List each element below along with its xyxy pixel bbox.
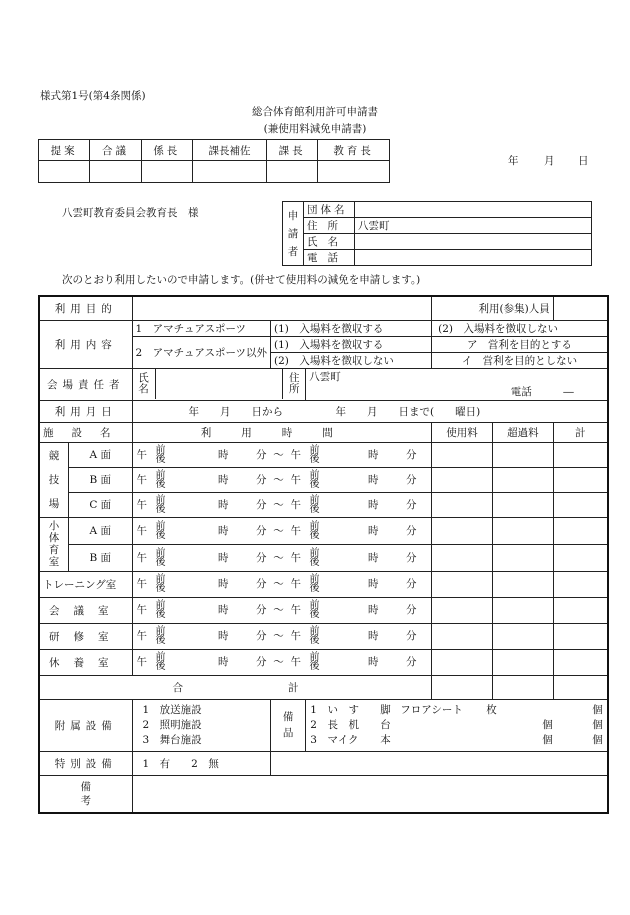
fee-field[interactable] <box>432 571 493 597</box>
total-field[interactable] <box>553 467 608 492</box>
approval-cell-label: 教育長 <box>318 140 390 161</box>
org-name-field[interactable] <box>355 202 592 218</box>
time-range-field[interactable]: 午 前 後 時 分 ～ 午 前 後 時 分 <box>132 571 432 597</box>
equipment-unit: 本 <box>380 733 391 746</box>
fee-option-nocharge-2[interactable]: (2) 入場料を徴収しない <box>271 352 432 368</box>
manager-name-label: 氏 名 <box>133 369 156 399</box>
excess-field[interactable] <box>492 442 553 467</box>
stamp-box[interactable] <box>141 161 192 183</box>
manager-addr-label: 住 所 <box>283 369 306 399</box>
fee-header: 使用料 <box>432 422 493 442</box>
date-year[interactable]: 年 <box>508 155 519 167</box>
equipment-list[interactable] <box>306 699 608 751</box>
purpose-label: 利用目的 <box>39 296 132 320</box>
addressee: 八雲町教育委員会教育長 様 <box>62 207 199 219</box>
rest-room-label: 休養室 <box>39 649 132 675</box>
fee-option-charge[interactable]: (1) 入場料を徴収する <box>271 320 432 336</box>
total-header: 計 <box>553 422 608 442</box>
equipment-row <box>310 703 603 718</box>
intro-text: 次のとおり利用したいので申請します。(併せて使用料の減免を申請します。) <box>62 274 421 286</box>
excess-field[interactable] <box>492 571 553 597</box>
participants-label: 利用(参集)人員 <box>432 296 554 320</box>
time-range-field[interactable]: 午 前 後 時 分 ～ 午 前 後 時 分 <box>132 442 432 467</box>
fee-field[interactable] <box>432 517 493 544</box>
org-name-label: 団体名 <box>304 202 355 218</box>
approval-cell-label: 課長 <box>266 140 317 161</box>
piece-unit: 個 <box>592 733 603 746</box>
stamp-box[interactable] <box>266 161 317 183</box>
attached-option[interactable]: 3 舞台施設 <box>142 733 202 746</box>
facility-header: 施設名 <box>39 422 132 442</box>
excess-field[interactable] <box>492 492 553 517</box>
piece-unit: 個 <box>592 718 603 731</box>
arena-c-label: C 面 <box>89 499 112 511</box>
fee-option-charge-2[interactable]: (1) 入場料を徴収する <box>271 336 432 352</box>
excess-field[interactable] <box>492 649 553 675</box>
phone-field[interactable] <box>355 250 592 266</box>
total-field[interactable] <box>553 597 608 623</box>
manager-address-field[interactable] <box>306 368 608 400</box>
applicant-table <box>282 201 592 266</box>
attached-option[interactable]: 2 照明施設 <box>142 718 202 731</box>
attached-label: 附属設備 <box>39 699 132 751</box>
page-subtitle: (兼使用料減免申請書) <box>263 123 367 135</box>
fee-field[interactable] <box>432 623 493 649</box>
usage-date-field[interactable]: 年 月 日から 年 月 日まで( 曜日) <box>132 400 608 422</box>
address-label: 住所 <box>304 218 355 234</box>
manager-label: 会場責任者 <box>39 368 132 400</box>
equipment-row <box>310 718 603 733</box>
stamp-box[interactable] <box>318 161 390 183</box>
manager-name-field[interactable] <box>155 369 283 399</box>
piece-unit: 個 <box>592 703 603 716</box>
total-field[interactable] <box>553 571 608 597</box>
manager-phone: 電話 ― <box>510 385 574 398</box>
small-gym-a-label: A 面 <box>69 518 132 545</box>
manager-name-cell[interactable] <box>132 368 306 400</box>
meeting-room-label: 会議室 <box>39 597 132 623</box>
small-gym-b-label: B 面 <box>89 552 112 564</box>
fee-field[interactable] <box>432 492 493 517</box>
excess-field[interactable] <box>492 597 553 623</box>
equipment-item: 1 い す <box>310 703 359 716</box>
attached-option[interactable]: 1 放送施設 <box>142 703 202 716</box>
time-header: 利用時間 <box>132 422 432 442</box>
fee-field[interactable] <box>432 467 493 492</box>
piece-unit: 個 <box>542 733 553 746</box>
excess-header: 超過料 <box>492 422 553 442</box>
arena-b-label: B 面 <box>69 467 132 492</box>
approval-stamp-table <box>38 139 390 183</box>
equipment-label: 備 品 <box>271 699 306 751</box>
time-range-field[interactable]: 午 前 後 時 分 ～ 午 前 後 時 分 <box>132 649 432 675</box>
fee-field[interactable] <box>432 544 493 571</box>
equipment-unit: 脚 <box>380 703 391 716</box>
purpose-field[interactable] <box>132 296 432 320</box>
date-month[interactable]: 月 <box>544 155 555 167</box>
fee-field[interactable] <box>432 597 493 623</box>
stamp-box[interactable] <box>90 161 141 183</box>
content-option-amateur[interactable]: 1 アマチュアスポーツ <box>132 320 271 336</box>
small-gym-group-label: 小 体 育 室 <box>40 518 69 571</box>
training-room-label: トレーニング室 <box>39 571 132 597</box>
total-field[interactable] <box>553 649 608 675</box>
equipment-row <box>310 733 603 748</box>
equipment-item: 3 マイク <box>310 733 359 746</box>
total-field[interactable] <box>553 442 608 467</box>
phone-label: 電話 <box>304 250 355 266</box>
arena-group-label: 競 技 場 <box>40 443 69 517</box>
time-range-field[interactable]: 午 前 後 時 分 ～ 午 前 後 時 分 <box>132 623 432 649</box>
manager-address-value: 八雲町 <box>309 370 341 383</box>
total-field[interactable] <box>553 492 608 517</box>
applicant-side-label: 申 請 者 <box>283 202 304 266</box>
equipment-item: 2 長 机 <box>310 718 359 731</box>
fee-field[interactable] <box>432 442 493 467</box>
time-range-field[interactable]: 午 前 後 時 分 ～ 午 前 後 時 分 <box>132 597 432 623</box>
equipment-unit: 台 <box>380 718 391 731</box>
date-label: 利用月日 <box>39 400 132 422</box>
profit-option-no[interactable]: イ 営利を目的としない <box>432 352 608 368</box>
fee-option-nocharge[interactable]: (2) 入場料を徴収しない <box>432 320 608 336</box>
time-range-field[interactable]: 午 前 後 時 分 ～ 午 前 後 時 分 <box>132 492 432 517</box>
page-title: 総合体育館利用許可申請書 <box>252 106 378 118</box>
arena-group <box>39 442 132 517</box>
excess-field[interactable] <box>492 467 553 492</box>
arena-a-label: A 面 <box>69 443 132 468</box>
usage-form-table <box>38 295 609 814</box>
time-range-field[interactable]: 午 前 後 時 分 ～ 午 前 後 時 分 <box>132 544 432 571</box>
fee-field[interactable] <box>432 649 493 675</box>
content-label: 利用内容 <box>39 320 132 368</box>
fee-sum-field[interactable] <box>432 675 493 699</box>
floor-sheet-label: フロアシート <box>400 703 463 716</box>
remarks-field[interactable] <box>132 775 608 813</box>
profit-option-yes[interactable]: ア 営利を目的とする <box>432 336 608 352</box>
total-field[interactable] <box>553 544 608 571</box>
name-field[interactable] <box>355 234 592 250</box>
sheet-unit: 枚 <box>486 703 497 716</box>
total-field[interactable] <box>553 623 608 649</box>
excess-field[interactable] <box>492 623 553 649</box>
name-label: 氏名 <box>304 234 355 250</box>
form-number: 様式第1号(第4条関係) <box>40 90 146 102</box>
special-label: 特別設備 <box>39 751 132 775</box>
special-options[interactable]: 1 有 2 無 <box>132 751 271 775</box>
special-detail-field[interactable] <box>271 751 608 775</box>
stamp-box[interactable] <box>192 161 266 183</box>
stamp-box[interactable] <box>39 161 90 183</box>
excess-field[interactable] <box>492 517 553 544</box>
attached-options[interactable] <box>132 699 271 751</box>
sum-label: 合 計 <box>39 675 432 699</box>
date-day[interactable]: 日 <box>578 155 589 167</box>
small-gym-group <box>39 517 132 571</box>
total-field[interactable] <box>553 517 608 544</box>
remarks-label: 備 考 <box>39 775 132 813</box>
address-field[interactable]: 八雲町 <box>355 218 592 234</box>
excess-field[interactable] <box>492 544 553 571</box>
time-range-field[interactable]: 午 前 後 時 分 ～ 午 前 後 時 分 <box>132 517 432 544</box>
total-sum-field[interactable] <box>553 675 608 699</box>
excess-sum-field[interactable] <box>492 675 553 699</box>
content-option-other[interactable]: 2 アマチュアスポーツ以外 <box>132 336 271 368</box>
participants-field[interactable] <box>553 296 608 320</box>
approval-cell-label: 提案 <box>39 140 90 161</box>
training-hall-label: 研修室 <box>39 623 132 649</box>
piece-unit: 個 <box>542 718 553 731</box>
approval-cell-label: 合議 <box>90 140 141 161</box>
time-range-field[interactable]: 午 前 後 時 分 ～ 午 前 後 時 分 <box>132 467 432 492</box>
approval-cell-label: 課長補佐 <box>192 140 266 161</box>
approval-cell-label: 係長 <box>141 140 192 161</box>
